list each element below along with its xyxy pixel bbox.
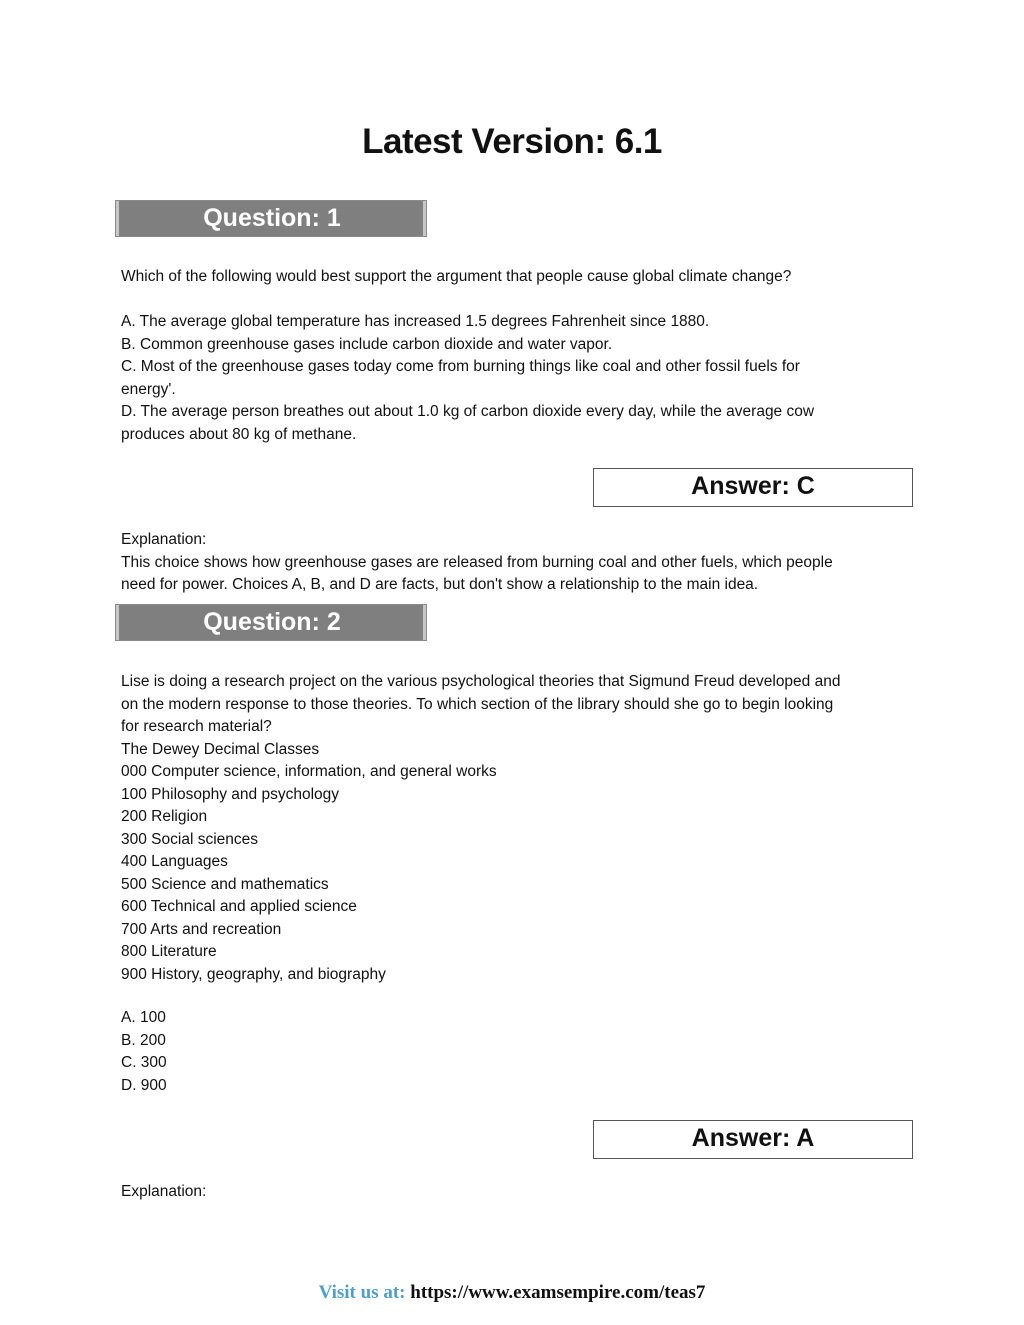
- dewey-class: 100 Philosophy and psychology: [121, 785, 340, 803]
- dewey-class: 300 Social sciences: [121, 830, 258, 848]
- explanation-label: Explanation:: [121, 531, 207, 548]
- dewey-class: 600 Technical and applied science: [121, 898, 357, 915]
- stem-line: for research material?: [121, 718, 272, 735]
- footer-label: Visit us at:: [318, 1282, 406, 1303]
- question-1-answer-box: [593, 468, 913, 507]
- dewey-class: 500 Science and mathematics: [121, 875, 329, 893]
- option-a: A. 100: [121, 1009, 166, 1026]
- option-b: B. 200: [121, 1031, 166, 1049]
- dewey-class: 200 Religion: [121, 808, 208, 825]
- question-2-answer: Answer: A: [691, 1124, 815, 1152]
- question-1-explanation: [121, 529, 911, 597]
- dewey-class: 900 History, geography, and biography: [121, 965, 386, 983]
- question-2-explanation: [121, 1181, 911, 1204]
- question-1-stem: Which of the following would best support the argument that people cause global climate change?: [121, 268, 792, 285]
- option-d: D. The average person breathes out about 1.0 kg of carbon dioxide every day, while the average cow: [121, 403, 815, 420]
- question-1-label: Question: 1: [203, 204, 341, 232]
- dewey-class: 700 Arts and recreation: [121, 920, 282, 938]
- question-2-options: [121, 1007, 911, 1097]
- option-c: C. 300: [121, 1054, 167, 1071]
- question-2-banner: [115, 604, 427, 641]
- footer-url[interactable]: https://www.examsempire.com/teas7: [410, 1282, 706, 1303]
- stem-line: Lise is doing a research project on the various psychological theories that Sigmund Freud developed and: [121, 673, 841, 690]
- explanation-label: Explanation:: [121, 1183, 207, 1200]
- page-title: Latest Version: 6.1: [362, 122, 662, 161]
- question-1-options: [121, 311, 911, 446]
- option-a: A. The average global temperature has increased 1.5 degrees Fahrenheit since 1880.: [121, 313, 710, 330]
- question-1-banner: [115, 200, 427, 237]
- option-c-continued: energy'.: [121, 380, 176, 398]
- dewey-class: 400 Languages: [121, 853, 228, 870]
- explanation-line: This choice shows how greenhouse gases are released from burning coal and other fuels, which people: [121, 553, 833, 571]
- option-d-continued: produces about 80 kg of methane.: [121, 425, 357, 443]
- option-c: C. Most of the greenhouse gases today come from burning things like coal and other fossil fuels for: [121, 358, 800, 375]
- option-b: B. Common greenhouse gases include carbon dioxide and water vapor.: [121, 335, 613, 353]
- option-d: D. 900: [121, 1076, 167, 1094]
- dewey-heading: The Dewey Decimal Classes: [121, 740, 320, 758]
- question-2-label: Question: 2: [203, 608, 341, 636]
- dewey-class: 000 Computer science, information, and general works: [121, 763, 497, 780]
- dewey-class: 800 Literature: [121, 943, 217, 960]
- footer: [0, 1282, 1024, 1304]
- stem-line: on the modern response to those theories. To which section of the library should she go to begin looking: [121, 695, 834, 713]
- question-2-stem: [121, 671, 911, 986]
- question-1-answer: Answer: C: [691, 472, 815, 500]
- question-2-answer-box: [593, 1120, 913, 1159]
- explanation-line: need for power. Choices A, B, and D are facts, but don't show a relationship to the main idea.: [121, 576, 759, 593]
